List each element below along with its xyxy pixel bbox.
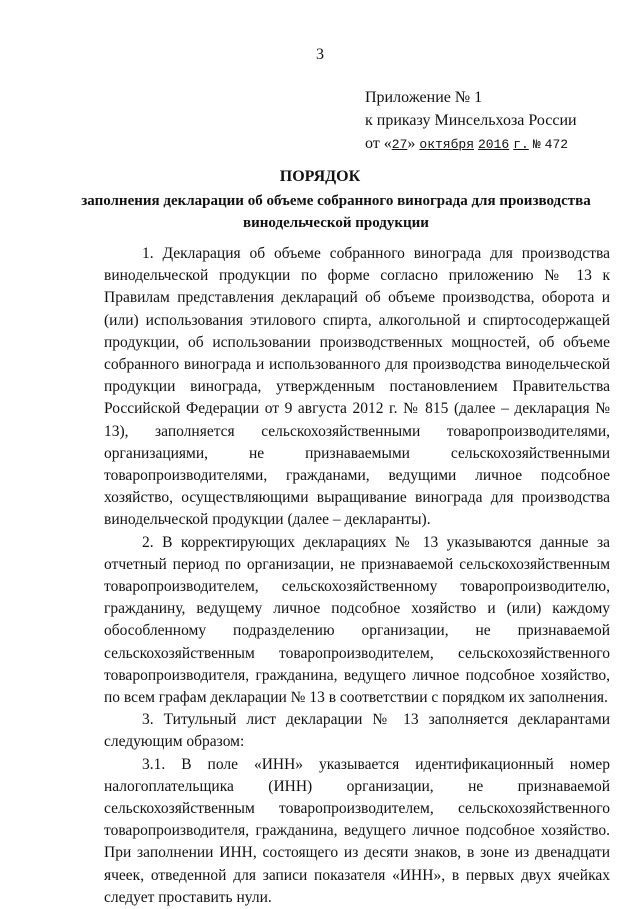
appendix-title: Приложение № 1: [365, 89, 483, 106]
document-subtitle: заполнения декларации об объеме собранного винограда для производства винодельческой продукции: [81, 193, 591, 231]
paragraph-3: 3. Титульный лист декларации № 13 заполняется декларантами следующим образом:: [104, 711, 610, 751]
page-number: 3: [316, 46, 324, 63]
document-title: ПОРЯДОК: [279, 168, 361, 185]
date-year: 2016: [478, 137, 510, 152]
appendix-order: к приказу Минсельхоза России: [365, 112, 577, 129]
date-year-suffix: г.: [513, 137, 529, 152]
date-day: 27: [391, 137, 408, 152]
appendix-date-line: [365, 132, 577, 156]
date-sep: »: [407, 135, 416, 152]
appendix-header: [365, 86, 577, 156]
document-body: [104, 243, 610, 909]
paragraph-2: 2. В корректирующих декларациях № 13 указываются данные за отчетный период по организации, не признаваемой сельскохозяйственным товаропроизводителем, сельскохозяйственному товаропроизводителю, гражданину, ведущему личное подсобное хозяйство и (или) каждому обособленному подразделению организации, не признаваемой сельскохозяйственным товаропроизводителем, сельскохозяйственного товаропроизводителя, гражданина, ведущего личное подсобное хозяйство, по всем графам декларации № 13 в соответствии с порядком их заполнения.: [104, 533, 610, 707]
date-month: октября: [419, 137, 474, 152]
paragraph-1: 1. Декларация об объеме собранного винограда для производства винодельческой продукции по форме согласно приложению № 13 к Правилам представления деклараций об объеме производства, оборота и (или) использования этилового спирта, алкогольной и спиртосодержащей продукции, об использовании производственных мощностей, об объеме собранного винограда и использованного для производства винодельческой продукции винограда, утвержденным постановлением Правительства Российской Федерации от 9 августа 2012 г. № 815 (далее – декларация № 13), заполняется сельскохозяйственными товаропроизводителями, организациями, не признаваемыми сельскохозяйственными товаропроизводителями, гражданами, ведущими личное подсобное хозяйство, осуществляющими выращивание винограда для производства винодельческой продукции (далее – декларанты).: [104, 245, 610, 529]
date-prefix: от «: [365, 135, 392, 152]
order-number: 472: [544, 137, 569, 152]
paragraph-3-1: 3.1. В поле «ИНН» указывается идентификационный номер налогоплательщика (ИНН) организации, не признаваемой сельскохозяйственным товаропроизводителем, сельскохозяйственного товаропроизводителя, гражданина, ведущего личное подсобное хозяйство. При заполнении ИНН, состоящего из десяти знаков, в зоне из двенадцати ячеек, отведенной для записи показателя «ИНН», в первых двух ячейках следует проставить нули.: [104, 755, 610, 906]
order-number-sign: №: [532, 137, 541, 152]
